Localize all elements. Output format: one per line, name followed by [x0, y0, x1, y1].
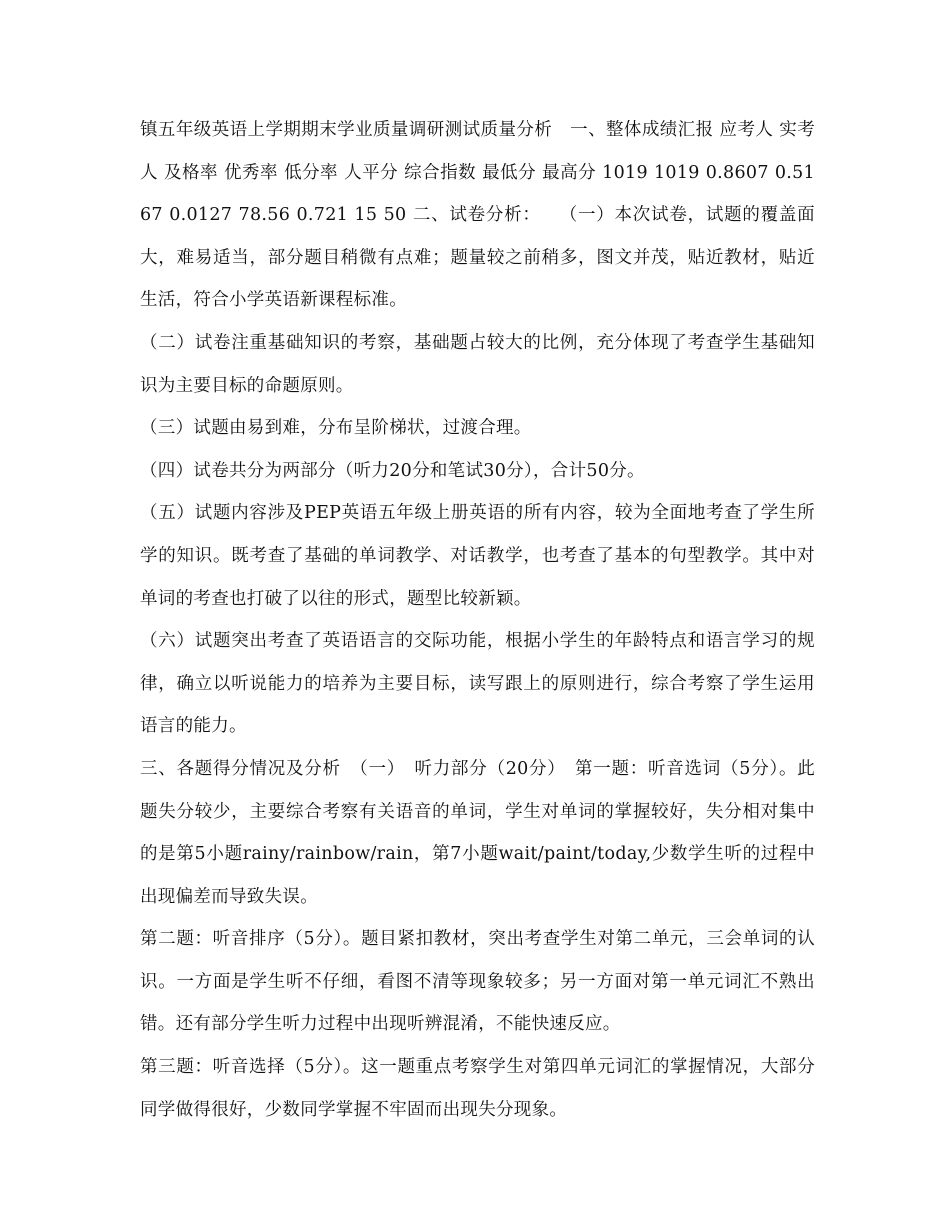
paragraph-question-3: 第三题：听音选择（5分）。这一题重点考察学生对第四单元词汇的掌握情况，大部分同学做得很好，少数同学掌握不牢固而出现失分现象。	[140, 1057, 815, 1120]
paragraph-point-6: （六）试题突出考查了英语语言的交际功能，根据小学生的年龄特点和语言学习的规律，确立以听说能力的培养为主要目标，读写跟上的原则进行，综合考察了学生运用语言的能力。	[140, 631, 815, 737]
document-body	[140, 109, 815, 1131]
paragraph-intro-summary: 镇五年级英语上学期期末学业质量调研测试质量分析 一、整体成绩汇报 应考人 实考人 及格率 优秀率 低分率 人平分 综合指数 最低分 最高分 1019 1019 0.8607 0.5167 0.0127 78.56 0.721 15 50 二、试卷分析： （一）本次试卷，试题的覆盖面大，难易适当，部分题目稍微有点难；题量较之前稍多，图文并茂，贴近教材，贴近生活，符合小学英语新课程标准。	[140, 120, 815, 311]
paragraph-point-4: （四）试卷共分为两部分（听力20分和笔试30分），合计50分。	[140, 460, 645, 481]
paragraph-point-5: （五）试题内容涉及PEP英语五年级上册英语的所有内容，较为全面地考查了学生所学的知识。既考查了基础的单词教学、对话教学，也考查了基本的句型教学。其中对单词的考查也打破了以往的形式，题型比较新颖。	[140, 503, 815, 609]
paragraph-section-3-listening: 三、各题得分情况及分析 （一） 听力部分（20分） 第一题：听音选词（5分）。此题失分较少，主要综合考察有关语音的单词，学生对单词的掌握较好，失分相对集中的是第5小题rainy/rainbow/rain，第7小题wait/paint/today,少数学生听的过程中出现偏差而导致失误。	[140, 758, 815, 907]
paragraph-point-3: （三）试题由易到难，分布呈阶梯状，过渡合理。	[140, 418, 532, 439]
paragraph-question-2: 第二题：听音排序（5分）。题目紧扣教材，突出考查学生对第二单元，三会单词的认识。一方面是学生听不仔细，看图不清等现象较多；另一方面对第一单元词汇不熟出错。还有部分学生听力过程中出现听辨混淆，不能快速反应。	[140, 929, 815, 1035]
paragraph-point-2: （二）试卷注重基础知识的考察，基础题占较大的比例，充分体现了考查学生基础知识为主要目标的命题原则。	[140, 332, 815, 396]
